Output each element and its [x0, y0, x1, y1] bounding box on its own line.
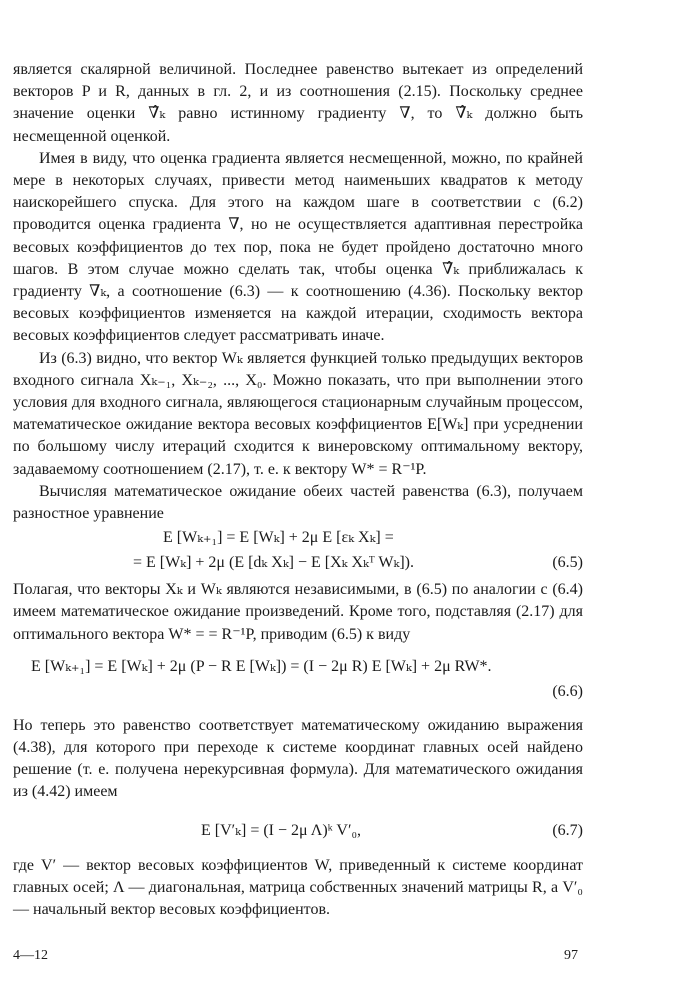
equation-6-5-line-1-text: E [Wₖ₊₁] = E [Wₖ] + 2μ E [εₖ Xₖ] =	[163, 529, 394, 547]
equation-6-5-line-2-text: = E [Wₖ] + 2μ (E [dₖ Xₖ] − E [Xₖ Xₖᵀ Wₖ]).	[133, 554, 414, 572]
equation-6-5-line-2	[13, 550, 583, 575]
equation-6-5-line-1	[13, 525, 583, 550]
paragraph-7: где V′ — вектор весовых коэффициентов W, приведенный к системе координат главных осей; Λ — диагональная, матрица собственных значений матрицы R, а V′₀ — начальный вектор весовых коэффициентов.	[13, 856, 583, 919]
page-body	[13, 59, 583, 921]
equation-6-6	[13, 654, 583, 679]
paragraph-2: Имея в виду, что оценка градиента является несмещенной, можно, по крайней мере в некоторых случаях, привести метод наименьших квадратов к методу наискорейшего спуска. Для этого на каждом шаге в соответствии с (6.2) проводится оценка градиента ∇, но не осуществляется адаптивная перестройка весовых коэффициентов до тех пор, пока не будет пройдено достаточно много шагов. В этом случае можно сделать так, чтобы оценка ∇̂ₖ приближалась к градиенту ∇ₖ, а соотношение (6.3) — к соотношению (4.36). Поскольку вектор весовых коэффициентов изменяется на каждой итерации, сходимость вектора весовых коэффициентов следует рассматривать иначе.	[13, 149, 583, 345]
equation-6-7-text: E [V′ₖ] = (I − 2μ Λ)ᵏ V′₀,	[201, 821, 362, 839]
equation-6-7-number: (6.7)	[552, 821, 583, 839]
page-number: 97	[564, 948, 578, 963]
equation-6-6-text: E [Wₖ₊₁] = E [Wₖ] + 2μ (P − R E [Wₖ]) = (I − 2μ R) E [Wₖ] + 2μ RW*.	[31, 657, 492, 675]
equation-6-5-number: (6.5)	[552, 554, 583, 572]
signature-mark: 4—12	[13, 948, 48, 963]
paragraph-5: Полагая, что векторы Xₖ и Wₖ являются независимыми, в (6.5) по аналогии с (6.4) имеем математическое ожидание произведений. Кроме того, подставляя (2.17) для оптимального вектора W* = = R⁻¹P, приводим (6.5) к виду	[13, 581, 583, 643]
paragraph-1: является скалярной величиной. Последнее равенство вытекает из определений векторов P и R, данных в гл. 2, и из соотношения (2.15). Поскольку среднее значение оценки ∇̂ₖ равно истинному градиенту ∇, то ∇̂ₖ должно быть несмещенной оценкой.	[13, 61, 583, 145]
paragraph-6: Но теперь это равенство соответствует математическому ожиданию выражения (4.38), для которого при переходе к системе координат главных осей найдено решение (т. е. получена нерекурсивная формула). Для математического ожидания из (4.42) имеем	[13, 716, 583, 801]
paragraph-4: Вычисляя математическое ожидание обеих частей равенства (6.3), получаем разностное уравнение	[13, 482, 583, 523]
equation-6-6-number: (6.6)	[552, 682, 583, 700]
paragraph-3: Из (6.3) видно, что вектор Wₖ является функцией только предыдущих векторов входного сигнала Xₖ₋₁, Xₖ₋₂, ..., X₀. Можно показать, что при выполнении этого условия для входного сигнала, являющегося стационарным случайным процессом, математическое ожидание вектора весовых коэффициентов E[Wₖ] при усреднении по большому числу итераций сходится к винеровскому оптимальному вектору, задаваемому соотношением (2.17), т. е. к вектору W* = R⁻¹P.	[13, 349, 583, 478]
equation-6-7	[13, 818, 583, 843]
